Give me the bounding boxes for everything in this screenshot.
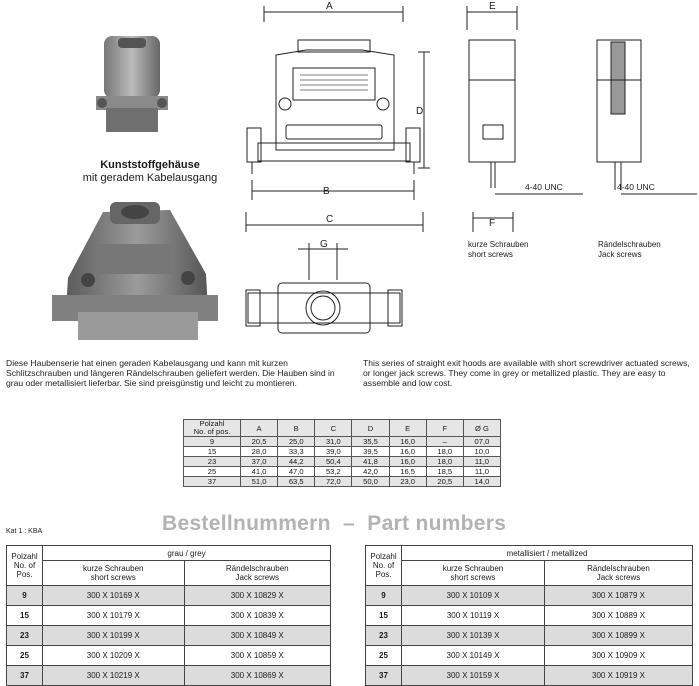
pos-cell: 15	[7, 606, 43, 626]
dim-cell: 33,3	[278, 447, 315, 457]
part-number-cell: 300 X 10869 X	[184, 666, 331, 686]
dim-cell: –	[426, 437, 463, 447]
part-table-metallized	[365, 545, 693, 686]
pos-header	[366, 546, 402, 586]
part-number-cell: 300 X 10139 X	[402, 626, 545, 646]
dim-cell: 16,5	[389, 467, 426, 477]
pos-header-line: Polzahl	[370, 552, 397, 561]
dim-cell: 28,0	[241, 447, 278, 457]
dim-cell: 37	[184, 477, 241, 487]
dim-cell: 37,0	[241, 457, 278, 467]
part-number-cell: 300 X 10889 X	[544, 606, 692, 626]
table-row	[7, 646, 331, 666]
dim-label-c: C	[326, 214, 334, 225]
unc-label-jack: 4-40 UNC	[617, 182, 655, 192]
col-header-line: Jack screws	[596, 573, 641, 582]
col-header-jack	[184, 561, 331, 586]
pos-header-line: Polzahl	[11, 552, 38, 561]
dim-cell: 20,5	[241, 437, 278, 447]
drawing-side-short	[455, 0, 585, 240]
pos-cell: 25	[7, 646, 43, 666]
katalog-label: Kat 1 : KBA	[6, 528, 43, 535]
group-header: metallisiert / metallized	[402, 546, 693, 561]
caption-title: Kunststoffgehäuse	[100, 159, 200, 171]
hood-photo-large	[48, 200, 223, 350]
part-table-metal-header	[366, 546, 693, 561]
col-header-line: short screws	[90, 573, 136, 582]
col-header-short	[402, 561, 545, 586]
pos-header-line: Pos.	[375, 570, 392, 579]
dim-cell: 14,0	[463, 477, 500, 487]
dim-cell: 07,0	[463, 437, 500, 447]
drawing-side-jack	[585, 0, 699, 240]
dim-cell: 50,0	[352, 477, 389, 487]
table-row	[7, 606, 331, 626]
short-screws-caption	[468, 240, 528, 260]
dim-cell: 18,0	[426, 457, 463, 467]
table-row	[366, 626, 693, 646]
dim-cell: 11,0	[463, 457, 500, 467]
part-number-cell: 300 X 10919 X	[544, 666, 692, 686]
dim-cell: 53,2	[315, 467, 352, 477]
dim-cell: 44,2	[278, 457, 315, 467]
col-header-line: Rändelschrauben	[225, 564, 289, 573]
drawing-front-view	[238, 0, 438, 240]
part-table-metal-subheader	[366, 561, 693, 586]
dim-header-col: B	[278, 420, 315, 437]
dim-cell: 25,0	[278, 437, 315, 447]
dim-header-col: E	[389, 420, 426, 437]
dim-cell: 10,0	[463, 447, 500, 457]
dim-cell: 18,5	[426, 467, 463, 477]
dimension-table-header	[184, 420, 501, 437]
dim-cell: 35,5	[352, 437, 389, 447]
dim-cell: 42,0	[352, 467, 389, 477]
pos-cell: 37	[7, 666, 43, 686]
dim-cell: 41,0	[241, 467, 278, 477]
unc-label-short: 4-40 UNC	[525, 182, 563, 192]
dim-header-col: D	[352, 420, 389, 437]
dim-header-col: F	[426, 420, 463, 437]
part-table-grey	[6, 545, 331, 686]
dim-cell: 31,0	[315, 437, 352, 447]
dim-label-e: E	[489, 1, 496, 12]
short-screws-de: kurze Schrauben	[468, 240, 529, 249]
col-header-line: kurze Schrauben	[442, 564, 504, 573]
col-header-line: kurze Schrauben	[83, 564, 144, 573]
pos-header-line: No. of	[372, 561, 395, 570]
part-table-grey-header	[7, 546, 331, 561]
dim-cell: 63,5	[278, 477, 315, 487]
description-german: Diese Haubenserie hat einen geraden Kabelausgang und kann mit kurzen Schlitzschrauben und längeren Rändelschrauben geliefert werden. Die Hauben sind in grau oder metallisiert lieferbar. Sie sind preisgünstig und leicht zu montieren.	[6, 358, 335, 388]
dim-label-f: F	[489, 218, 496, 229]
part-number-cell: 300 X 10839 X	[184, 606, 331, 626]
part-number-cell: 300 X 10219 X	[43, 666, 185, 686]
table-row	[184, 447, 501, 457]
part-number-cell: 300 X 10909 X	[544, 646, 692, 666]
part-table-grey-subheader	[7, 561, 331, 586]
table-row	[184, 437, 501, 447]
dim-cell: 51,0	[241, 477, 278, 487]
pos-header-line: Pos.	[16, 570, 33, 579]
group-header: grau / grey	[43, 546, 331, 561]
col-header-jack	[544, 561, 692, 586]
dim-cell: 72,0	[315, 477, 352, 487]
col-header-line: short screws	[450, 573, 496, 582]
short-screws-en: short screws	[468, 250, 513, 259]
table-row	[184, 467, 501, 477]
pos-cell: 23	[366, 626, 402, 646]
dimension-table	[183, 419, 501, 487]
pos-cell: 25	[366, 646, 402, 666]
pos-cell: 9	[366, 586, 402, 606]
col-header-line: Rändelschrauben	[587, 564, 650, 573]
pos-header-line: No. of	[13, 561, 36, 570]
dim-header-col: A	[241, 420, 278, 437]
dim-cell: 39,5	[352, 447, 389, 457]
dim-header-col: C	[315, 420, 352, 437]
section-title: Bestellnummern – Part numbers	[162, 512, 507, 535]
part-number-cell: 300 X 10179 X	[43, 606, 185, 626]
dim-header-col: Ø G	[463, 420, 500, 437]
dim-header-pos-en: No. of pos.	[193, 427, 231, 436]
dim-cell: 23,0	[389, 477, 426, 487]
jack-screws-caption	[598, 240, 661, 260]
dim-label-a: A	[326, 1, 333, 12]
table-row	[366, 606, 693, 626]
table-row	[366, 666, 693, 686]
dim-cell: 16,0	[389, 457, 426, 467]
hood-caption	[80, 159, 220, 185]
caption-subtitle: mit geradem Kabelausgang	[82, 172, 218, 184]
part-number-cell: 300 X 10159 X	[402, 666, 545, 686]
part-number-cell: 300 X 10209 X	[43, 646, 185, 666]
drawing-bottom-view	[238, 235, 418, 345]
table-row	[184, 477, 501, 487]
dim-header-pos	[184, 420, 241, 437]
table-row	[7, 626, 331, 646]
pos-cell: 9	[7, 586, 43, 606]
part-number-cell: 300 X 10899 X	[544, 626, 692, 646]
hood-photo-small	[92, 30, 182, 140]
dim-cell: 41,8	[352, 457, 389, 467]
col-header-short	[43, 561, 185, 586]
part-number-cell: 300 X 10199 X	[43, 626, 185, 646]
description-english: This series of straight exit hoods are available with short screwdriver actuated screws, or longer jack screws. They come in grey or metallized plastic. They are easy to assemble and low cost.	[363, 358, 690, 388]
table-row	[7, 586, 331, 606]
dim-cell: 47,0	[278, 467, 315, 477]
table-row	[366, 646, 693, 666]
jack-screws-en: Jack screws	[598, 250, 642, 259]
dim-cell: 18,0	[426, 447, 463, 457]
table-row	[366, 586, 693, 606]
dim-label-g: G	[320, 239, 328, 250]
jack-screws-de: Rändelschrauben	[598, 240, 661, 249]
part-number-cell: 300 X 10859 X	[184, 646, 331, 666]
dim-cell: 15	[184, 447, 241, 457]
dim-cell: 16,0	[389, 437, 426, 447]
pos-cell: 23	[7, 626, 43, 646]
col-header-line: Jack screws	[235, 573, 280, 582]
dim-cell: 9	[184, 437, 241, 447]
part-number-cell: 300 X 10119 X	[402, 606, 545, 626]
part-number-cell: 300 X 10879 X	[544, 586, 692, 606]
dim-cell: 25	[184, 467, 241, 477]
pos-cell: 37	[366, 666, 402, 686]
table-row	[184, 457, 501, 467]
pos-cell: 15	[366, 606, 402, 626]
part-number-cell: 300 X 10849 X	[184, 626, 331, 646]
dim-cell: 20,5	[426, 477, 463, 487]
part-number-cell: 300 X 10149 X	[402, 646, 545, 666]
part-number-cell: 300 X 10109 X	[402, 586, 545, 606]
dim-cell: 39,0	[315, 447, 352, 457]
dim-header-pos-de: Polzahl	[199, 419, 225, 428]
dim-cell: 23	[184, 457, 241, 467]
dim-cell: 16,0	[389, 447, 426, 457]
part-number-cell: 300 X 10169 X	[43, 586, 185, 606]
pos-header	[7, 546, 43, 586]
dim-cell: 11,0	[463, 467, 500, 477]
dim-label-b: B	[323, 186, 330, 197]
table-row	[7, 666, 331, 686]
dim-cell: 50,4	[315, 457, 352, 467]
part-number-cell: 300 X 10829 X	[184, 586, 331, 606]
dim-label-d: D	[416, 106, 424, 117]
